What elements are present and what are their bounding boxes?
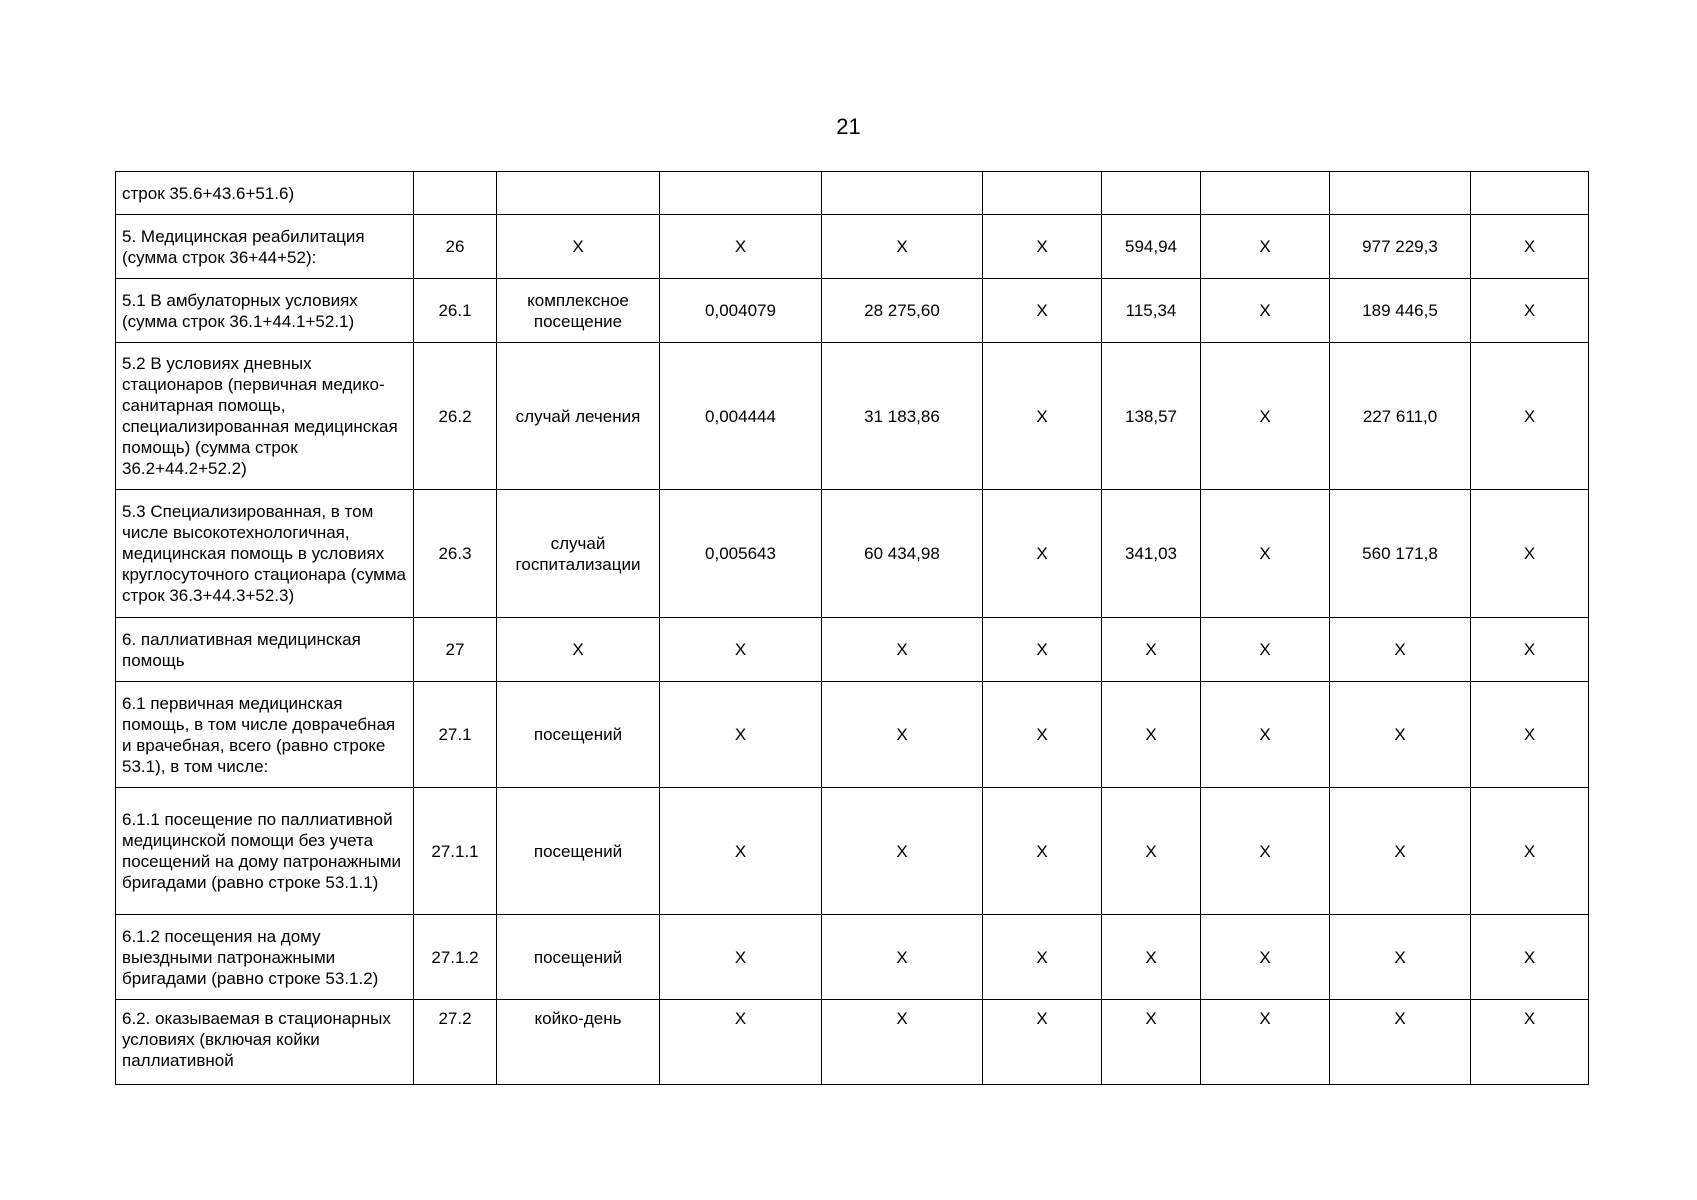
table-cell: X [660,788,822,915]
table-cell: X [660,215,822,279]
table-cell: 0,004444 [660,343,822,490]
table-cell: X [983,1000,1102,1085]
table-cell: 31 183,86 [822,343,983,490]
table-row [116,279,1589,343]
table-cell: 189 446,5 [1330,279,1471,343]
table-row [116,490,1589,618]
row-name-cell: строк 35.6+43.6+51.6) [116,172,414,215]
table-cell: X [983,682,1102,788]
table-cell: X [1471,490,1589,618]
table-cell: X [822,1000,983,1085]
row-name-cell: 6. паллиативная медицинская помощь [116,618,414,682]
row-name-cell: 5.2 В условиях дневных стационаров (первичная медико-санитарная помощь, специализированная медицинская помощь) (сумма строк 36.2+44.2+52.2) [116,343,414,490]
table-cell: X [1471,682,1589,788]
table-cell: X [1471,618,1589,682]
table-cell: 60 434,98 [822,490,983,618]
row-code-cell: 27.2 [414,1000,497,1085]
data-table [115,171,1589,1085]
row-code-cell: 26 [414,215,497,279]
table-row [116,618,1589,682]
table-cell: X [1471,279,1589,343]
table-cell [660,172,822,215]
row-name-cell: 6.1 первичная медицинская помощь, в том числе доврачебная и врачебная, всего (равно строке 53.1), в том числе: [116,682,414,788]
table-cell: 0,004079 [660,279,822,343]
row-name-cell: 5.1 В амбулаторных условиях (сумма строк 36.1+44.1+52.1) [116,279,414,343]
table-cell: X [1330,788,1471,915]
table-cell: X [822,915,983,1000]
table-cell: X [1102,915,1201,1000]
table-cell: посещений [497,915,660,1000]
table-cell: X [1201,788,1330,915]
table-cell: посещений [497,788,660,915]
table-cell: X [497,618,660,682]
table-cell: комплексное посещение [497,279,660,343]
row-code-cell: 26.2 [414,343,497,490]
page-number: 21 [836,114,861,139]
table-cell: X [822,618,983,682]
table-cell: X [1471,215,1589,279]
row-code-cell: 27.1.2 [414,915,497,1000]
table-body [116,172,1589,1085]
table-cell: 227 611,0 [1330,343,1471,490]
table-cell: 341,03 [1102,490,1201,618]
table-cell: 0,005643 [660,490,822,618]
table-cell: X [1471,788,1589,915]
table-cell: 594,94 [1102,215,1201,279]
row-code-cell: 26.1 [414,279,497,343]
table-cell [983,172,1102,215]
table-cell: X [983,788,1102,915]
table-cell: X [497,215,660,279]
table-cell: X [1330,1000,1471,1085]
table-row [116,915,1589,1000]
table-cell: случай госпитализации [497,490,660,618]
row-name-cell: 6.1.2 посещения на дому выездными патронажными бригадами (равно строке 53.1.2) [116,915,414,1000]
table-cell [822,172,983,215]
row-code-cell: 26.3 [414,490,497,618]
table-cell: 138,57 [1102,343,1201,490]
table-cell: X [983,915,1102,1000]
table-cell: X [1102,1000,1201,1085]
table-cell: X [1471,343,1589,490]
row-name-cell: 5.3 Специализированная, в том числе высокотехнологичная, медицинская помощь в условиях круглосуточного стационара (сумма строк 36.3+44.3+52.3) [116,490,414,618]
table-row [116,1000,1589,1085]
table-cell [1102,172,1201,215]
table-cell [1471,172,1589,215]
table-cell: X [983,279,1102,343]
table-cell: X [1102,682,1201,788]
table-cell: X [1102,788,1201,915]
row-code-cell [414,172,497,215]
table-cell: X [983,490,1102,618]
row-name-cell: 5. Медицинская реабилитация (сумма строк 36+44+52): [116,215,414,279]
row-code-cell: 27.1.1 [414,788,497,915]
table-cell: X [1201,1000,1330,1085]
table-cell: X [1201,490,1330,618]
table-cell: X [1201,279,1330,343]
table-row [116,788,1589,915]
table-cell: X [1330,915,1471,1000]
table-row [116,682,1589,788]
row-name-cell: 6.1.1 посещение по паллиативной медицинской помощи без учета посещений на дому патронажными бригадами (равно строке 53.1.1) [116,788,414,915]
table-cell: X [1330,682,1471,788]
table-cell: X [660,1000,822,1085]
table-cell: X [822,788,983,915]
table-row [116,172,1589,215]
table-cell: X [660,915,822,1000]
table-cell: X [983,618,1102,682]
table-cell: X [1471,915,1589,1000]
table-cell: X [1330,618,1471,682]
row-name-cell: 6.2. оказываемая в стационарных условиях (включая койки паллиативной [116,1000,414,1085]
table-cell: X [1201,618,1330,682]
table-cell: 560 171,8 [1330,490,1471,618]
table-cell: X [822,682,983,788]
table-cell: X [1201,343,1330,490]
table-row [116,215,1589,279]
table-cell: X [983,215,1102,279]
table-cell: посещений [497,682,660,788]
table-cell: X [1201,682,1330,788]
table-cell [1201,172,1330,215]
table-cell: X [983,343,1102,490]
table-cell: X [1201,915,1330,1000]
table-cell: X [660,682,822,788]
table-cell: X [660,618,822,682]
table-cell: X [822,215,983,279]
table-cell [1330,172,1471,215]
table-cell [497,172,660,215]
table-cell: X [1102,618,1201,682]
row-code-cell: 27 [414,618,497,682]
row-code-cell: 27.1 [414,682,497,788]
table-cell: койко-день [497,1000,660,1085]
table-cell: X [1201,215,1330,279]
table-cell: 28 275,60 [822,279,983,343]
table-cell: X [1471,1000,1589,1085]
table-row [116,343,1589,490]
table-cell: случай лечения [497,343,660,490]
table-cell: 115,34 [1102,279,1201,343]
table-cell: 977 229,3 [1330,215,1471,279]
